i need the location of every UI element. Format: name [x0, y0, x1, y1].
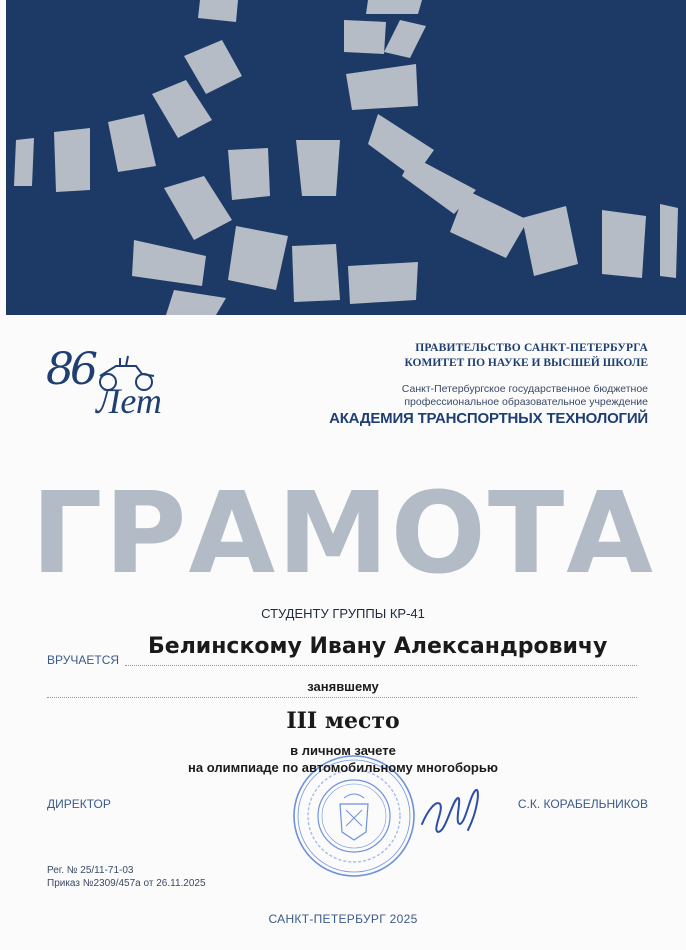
group-line: СТУДЕНТУ ГРУППЫ КР-41	[261, 606, 425, 621]
header-banner	[6, 0, 686, 315]
recipient-name: Белинскому Ивану Александровичу	[148, 634, 608, 659]
city-year: САНКТ-ПЕТЕРБУРГ 2025	[268, 912, 418, 926]
took-label: занявшему	[307, 679, 379, 694]
director-label: ДИРЕКТОР	[47, 797, 111, 811]
anniversary-logo	[46, 344, 176, 424]
certificate-title: ГРАМОТА	[31, 469, 655, 599]
registration-number: Рег. № 25/11-71-03	[47, 865, 134, 876]
director-signature	[418, 780, 488, 845]
registration-info	[47, 864, 206, 890]
government-line: ПРАВИТЕЛЬСТВО САНКТ-ПЕТЕРБУРГА	[415, 342, 648, 354]
institution-line-2: профессиональное образовательное учреждение	[404, 396, 648, 408]
awarded-label: ВРУЧАЕТСЯ	[47, 653, 120, 667]
academy-name: АКАДЕМИЯ ТРАНСПОРТНЫХ ТЕХНОЛОГИЙ	[329, 410, 648, 427]
competition-line: на олимпиаде по автомобильному многоборью	[188, 760, 498, 775]
institution-line-1: Санкт-Петербургское государственное бюджетное	[401, 383, 648, 395]
order-number: Приказ №2309/457а от 26.11.2025	[47, 878, 206, 889]
director-name: С.К. КОРАБЕЛЬНИКОВ	[517, 797, 648, 811]
signature-scribble-icon	[418, 780, 488, 840]
dotted-divider	[125, 665, 637, 666]
logo-number: 86	[46, 344, 94, 395]
organization-block	[329, 342, 648, 427]
category-line: в личном зачете	[290, 743, 396, 758]
place-result: III место	[286, 708, 400, 734]
dotted-divider	[47, 697, 637, 698]
logo-word: Лет	[96, 381, 162, 421]
decorative-road-pattern	[6, 0, 686, 315]
committee-line: КОМИТЕТ ПО НАУКЕ И ВЫСШЕЙ ШКОЛЕ	[404, 357, 648, 369]
